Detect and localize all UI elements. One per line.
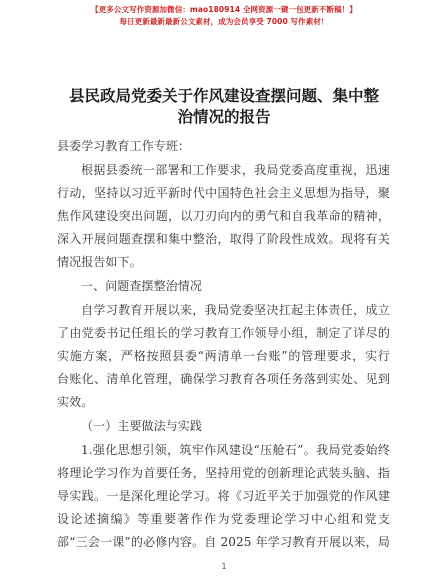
document-title-line-2: 治情况的报告 xyxy=(177,108,271,126)
body-line: 根据县委统一部署和工作要求，我局党委高度重视，迅速 xyxy=(81,163,390,177)
promo-banner-line-1: 【更多公文写作资源加微信：mao180914 全网资源一键一包更新不断稿！】 xyxy=(91,5,357,14)
body-line: 情况报告如下。 xyxy=(57,255,142,269)
body-line: 设论述摘编》等重要著作作为党委理论学习中心组和党支 xyxy=(57,512,390,526)
page-number: 1 xyxy=(221,562,227,571)
promo-banner-line-2: 每日更新最新最新公文素材，成为会员享受 7000 写作素材！ xyxy=(119,17,329,26)
document-title xyxy=(60,86,388,128)
body-line: 将理论学习作为首要任务，坚持用党的创新理论武装头脑、指 xyxy=(57,466,390,480)
subsection-heading: （一）主要做法与实践 xyxy=(81,419,203,433)
body-line: 部“三会一课”的必修内容。自 2025 年学习教育开展以来，局 xyxy=(57,535,390,549)
salutation: 县委学习教育工作专班： xyxy=(57,139,191,153)
body-line: 自学习教育开展以来，我局党委坚决扛起主体责任，成立 xyxy=(81,303,390,317)
body-line: 实施方案，严格按照县委“两清单一台账”的管理要求，实行 xyxy=(57,349,390,363)
body-line: 深入开展问题查摆和集中整治，取得了阶段性成效。现将有关 xyxy=(57,232,390,246)
document-title-line-1: 县民政局党委关于作风建设查摆问题、集中整 xyxy=(68,87,379,105)
body-line: 台账化、清单化管理，确保学习教育各项任务落到实处、见到 xyxy=(57,372,390,386)
body-line: 焦作风建设突出问题，以刀刃向内的勇气和自我革命的精神， xyxy=(57,209,390,223)
body-line: 导实践。一是深化理论学习。将《习近平关于加强党的作风建 xyxy=(57,489,390,503)
body-line: 了由党委书记任组长的学习教育工作领导小组，制定了详尽的 xyxy=(57,326,390,340)
section-heading: 一、问题查摆整治情况 xyxy=(81,279,203,293)
body-line: 实效。 xyxy=(57,395,94,409)
body-line: 行动，坚持以习近平新时代中国特色社会主义思想为指导，聚 xyxy=(57,186,390,200)
body-line: 1.强化思想引领，筑牢作风建设“压舱石”。我局党委始终 xyxy=(81,443,390,457)
